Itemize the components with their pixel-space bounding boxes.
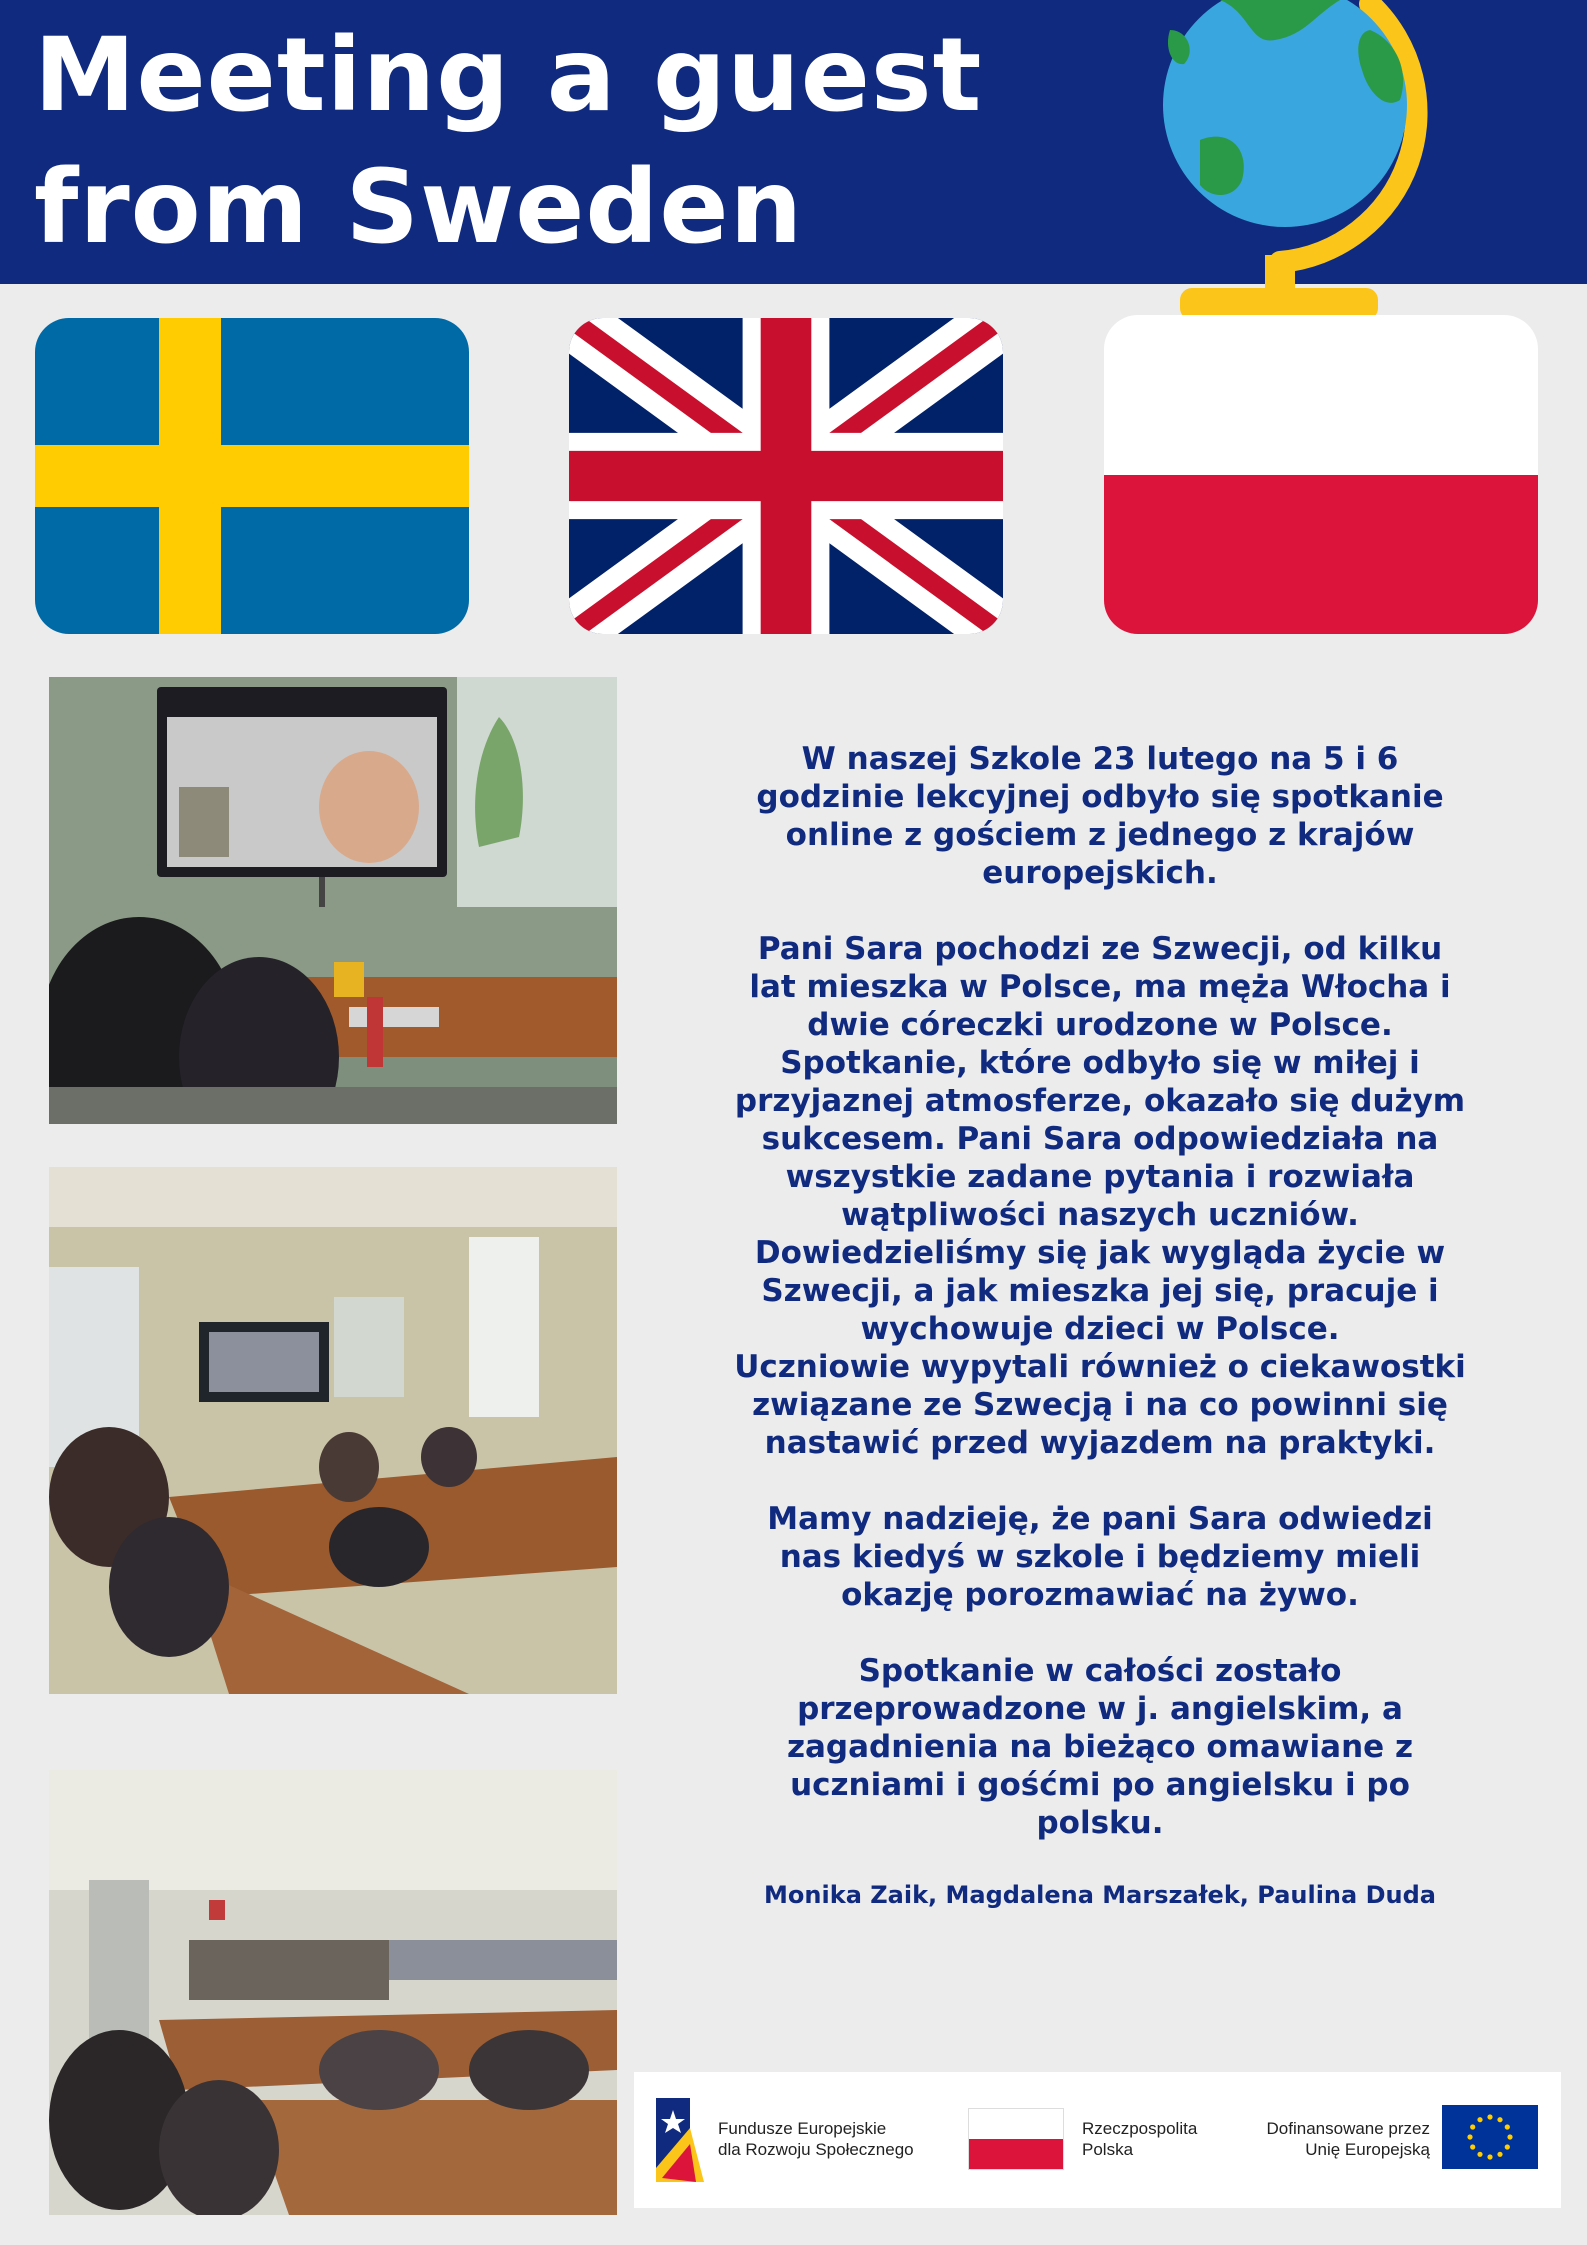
poland-flag-small-icon [968, 2108, 1064, 2170]
title-line-2: from Sweden [34, 148, 804, 267]
republic-line-1: Rzeczpospolita [1082, 2119, 1198, 2138]
classroom-wide-photo [49, 1770, 617, 2215]
european-funds-line-1: Fundusze Europejskie [718, 2119, 887, 2138]
article-paragraph-1: W naszej Szkole 23 lutego na 5 i 6 godzinie lekcyjnej odbyło się spotkanie online z gościem z jednego z krajów europejskich. [756, 741, 1444, 891]
european-funds-logo-icon [656, 2098, 704, 2182]
eu-line-1: Dofinansowane przez [1266, 2119, 1430, 2138]
page-title [34, 10, 982, 274]
classroom-students-photo [49, 1167, 617, 1694]
article-paragraph-3: Mamy nadzieję, że pani Sara odwiedzi nas kiedyś w szkole i będziemy mieli okazję porozmawiać na żywo. [767, 1501, 1433, 1613]
article-paragraph-4: Spotkanie w całości zostało przeprowadzone w j. angielskim, a zagadnienia na bieżąco omawiane z uczniami i gośćmi po angielsku i po polsku. [786, 1653, 1414, 1841]
eu-line-2: Unię Europejską [1305, 2140, 1430, 2159]
eu-cofunded-label [1240, 2118, 1430, 2160]
sweden-flag [35, 318, 469, 634]
authors: Monika Zaik, Magdalena Marszałek, Paulina Duda [764, 1881, 1436, 1909]
republic-of-poland-label [1082, 2118, 1222, 2160]
globe-icon [1100, 0, 1520, 320]
funding-footer [634, 2072, 1561, 2208]
republic-line-2: Polska [1082, 2140, 1134, 2159]
poland-flag [1104, 315, 1538, 634]
article-paragraph-2: Pani Sara pochodzi ze Szwecji, od kilku lat mieszka w Polsce, ma męża Włocha i dwie córeczki urodzone w Polsce. Spotkanie, które odbyło się w miłej i przyjaznej atmosferze, okazało się dużym sukcesem. Pani Sara odpowiedziała na wszystkie zadane pytania i rozwiała wątpliwości naszych uczniów. Dowiedzieliśmy się jak wygląda życie w Szwecji, a jak mieszka jej się, pracuje i wychowuje dzieci w Polsce. Uczniowie wypytali również o ciekawostki związane ze Szwecją i na co powinni się nastawić przed wyjazdem na praktyki. [734, 931, 1466, 1461]
european-funds-line-2: dla Rozwoju Społecznego [718, 2140, 914, 2159]
eu-flag-icon [1442, 2105, 1538, 2169]
article-text [700, 740, 1500, 1948]
european-funds-label [718, 2118, 938, 2160]
classroom-video-call-photo [49, 677, 617, 1124]
united-kingdom-flag [569, 318, 1003, 634]
title-line-1: Meeting a guest [34, 16, 983, 135]
